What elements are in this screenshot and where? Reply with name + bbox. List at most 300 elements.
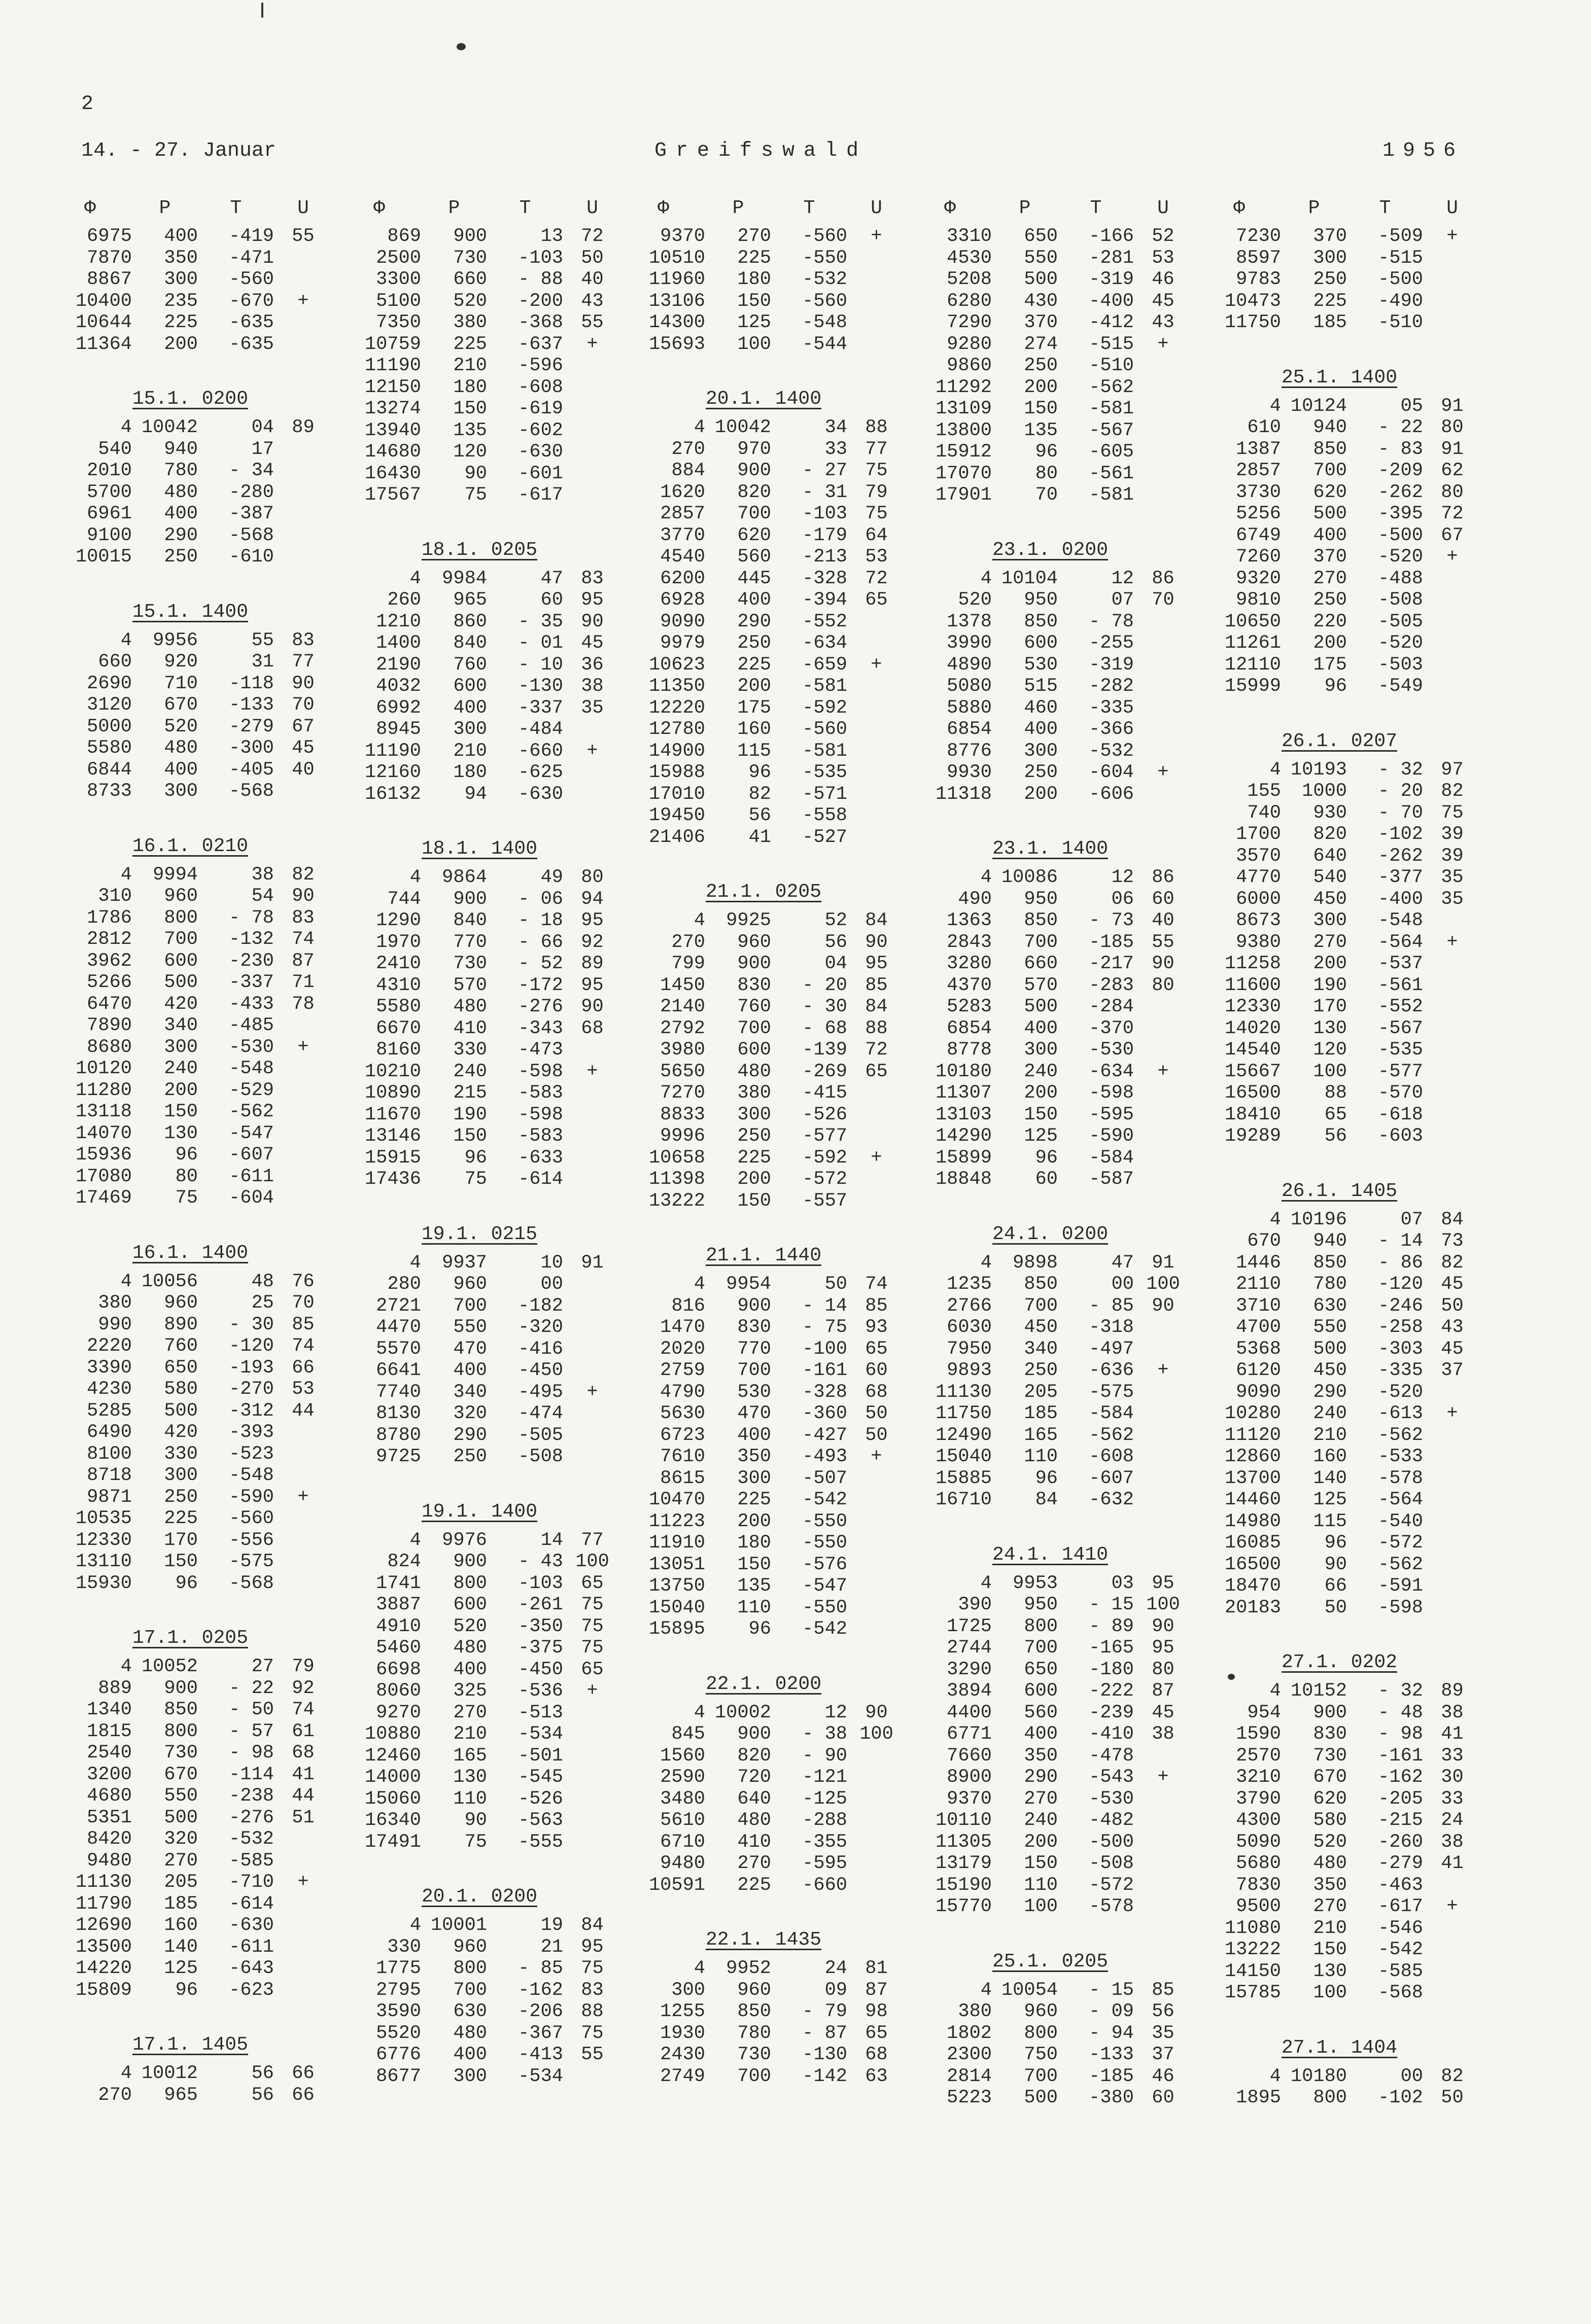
cell-phi: 8733 <box>87 781 132 802</box>
cell-phi: 9370 <box>947 1788 992 1810</box>
cell-u: 89 <box>292 417 315 438</box>
cell-u: 68 <box>865 1381 888 1403</box>
cell-t: -262 <box>1378 481 1423 503</box>
data-row <box>48 1166 332 1188</box>
cell-phi: 3790 <box>1236 1788 1281 1810</box>
cell-phi: 11190 <box>364 355 421 376</box>
sounding-title <box>621 381 906 417</box>
cell-u: + <box>871 226 882 247</box>
data-column-3 <box>621 190 906 2114</box>
cell-u <box>1423 1104 1481 1126</box>
cell-p: 10104 <box>1001 568 1058 589</box>
cell-p: 800 <box>1024 1615 1058 1637</box>
cell-u <box>847 334 906 356</box>
data-row <box>337 1274 621 1295</box>
cell-t: -172 <box>518 974 563 996</box>
cell-u <box>1423 248 1481 269</box>
sounding-title-text: 25.1. 0205 <box>992 1950 1109 1973</box>
cell-u: 45 <box>581 632 604 654</box>
cell-u <box>274 1508 332 1530</box>
data-row <box>621 1554 906 1576</box>
cell-u: 50 <box>865 1403 888 1424</box>
cell-phi: 4 <box>120 1271 132 1292</box>
cell-u <box>274 1166 332 1188</box>
data-column-1 <box>48 190 332 2132</box>
cell-u <box>563 1125 621 1147</box>
data-row <box>908 975 1192 997</box>
data-row <box>1197 1597 1481 1619</box>
cell-p: 660 <box>1024 953 1058 974</box>
data-row <box>1197 1810 1481 1832</box>
cell-u <box>563 463 621 485</box>
cell-phi: 610 <box>1247 417 1281 438</box>
data-row <box>1197 1209 1481 1231</box>
sounding-title <box>1197 724 1481 759</box>
data-row <box>337 1530 621 1552</box>
cell-u <box>563 398 621 420</box>
cell-p: 225 <box>164 1508 198 1529</box>
cell-p: 520 <box>1313 1831 1347 1853</box>
cell-p: 180 <box>453 376 487 398</box>
cell-p: 700 <box>737 2065 771 2087</box>
cell-p: 750 <box>1024 2044 1058 2065</box>
cell-phi: 3570 <box>1236 845 1281 867</box>
cell-u: 43 <box>1152 312 1174 333</box>
data-row <box>908 1147 1192 1169</box>
cell-p: 400 <box>453 697 487 719</box>
column-header-p: P <box>732 197 744 219</box>
sounding-section <box>908 831 1192 1190</box>
cell-phi: 15667 <box>1224 1061 1281 1082</box>
cell-p: 720 <box>737 1767 771 1788</box>
cell-u: 65 <box>865 1338 888 1360</box>
column-header-u: U <box>586 197 598 219</box>
cell-u: 90 <box>865 1702 888 1723</box>
cell-t: -548 <box>802 312 847 333</box>
cell-p: 96 <box>1035 441 1058 463</box>
cell-t: -598 <box>518 1061 563 1082</box>
cell-phi: 1930 <box>660 2022 705 2044</box>
cell-t: -205 <box>1378 1788 1423 1810</box>
cell-phi: 8833 <box>660 1104 705 1125</box>
data-row <box>48 1807 332 1829</box>
cell-t: - 52 <box>518 953 563 974</box>
cell-u: 80 <box>1152 974 1174 996</box>
cell-phi: 1775 <box>376 1958 421 1979</box>
cell-t: 31 <box>251 651 274 673</box>
cell-phi: 10759 <box>364 333 421 355</box>
cell-t: -660 <box>802 1874 847 1896</box>
data-row <box>621 1489 906 1511</box>
cell-p: 235 <box>164 290 198 312</box>
data-row <box>48 482 332 504</box>
cell-u: 83 <box>581 1979 604 2001</box>
cell-p: 150 <box>1313 1939 1347 1960</box>
cell-u: 72 <box>865 568 888 589</box>
cell-t: -587 <box>1089 1169 1134 1190</box>
data-row <box>908 632 1192 654</box>
cell-p: 10152 <box>1290 1680 1347 1702</box>
cell-phi: 12690 <box>75 1915 132 1936</box>
cell-t: -578 <box>1089 1896 1134 1917</box>
cell-phi: 5080 <box>947 676 992 697</box>
cell-phi: 4 <box>409 1529 421 1551</box>
column-header-phi: Φ <box>1233 197 1245 219</box>
cell-p: 90 <box>1324 1554 1347 1575</box>
cell-phi: 1741 <box>376 1572 421 1594</box>
cell-p: 10001 <box>430 1915 487 1936</box>
cell-t: -537 <box>1378 953 1423 974</box>
data-row <box>337 1915 621 1936</box>
cell-t: - 10 <box>518 654 563 676</box>
cell-u: 90 <box>1152 1295 1174 1317</box>
column-header-p: P <box>448 197 460 219</box>
data-row <box>337 2044 621 2066</box>
cell-p: 500 <box>164 972 198 993</box>
cell-phi: 11790 <box>75 1893 132 1915</box>
data-row <box>337 975 621 997</box>
cell-phi: 10473 <box>1224 290 1281 312</box>
cell-phi: 8718 <box>87 1465 132 1486</box>
cell-t: - 75 <box>802 1317 847 1338</box>
cell-u <box>563 1295 621 1317</box>
cell-phi: 16500 <box>1224 1082 1281 1104</box>
cell-u <box>1134 1382 1192 1403</box>
cell-t: -547 <box>802 1575 847 1597</box>
cell-p: 205 <box>164 1872 198 1893</box>
data-row <box>1197 1554 1481 1576</box>
data-row <box>337 398 621 420</box>
cell-phi: 18848 <box>935 1169 992 1190</box>
cell-p: 730 <box>164 1742 198 1764</box>
cell-t: -319 <box>1089 269 1134 290</box>
data-row <box>48 1187 332 1209</box>
cell-phi: 4 <box>409 867 421 888</box>
sounding-title-text: 26.1. 1405 <box>1281 1180 1398 1202</box>
cell-u <box>847 291 906 312</box>
cell-t: -213 <box>802 546 847 568</box>
cell-phi: 260 <box>387 589 421 611</box>
cell-p: 480 <box>453 1637 487 1659</box>
data-row <box>48 269 332 291</box>
cell-p: 850 <box>1313 438 1347 460</box>
cell-p: 800 <box>1024 2022 1058 2044</box>
cell-p: 96 <box>1035 1147 1058 1169</box>
cell-t: 00 <box>1400 2065 1423 2087</box>
cell-u: 55 <box>581 2044 604 2065</box>
cell-phi: 270 <box>98 2084 132 2106</box>
cell-phi: 6723 <box>660 1424 705 1446</box>
cell-u <box>563 355 621 377</box>
cell-p: 80 <box>175 1166 198 1187</box>
cell-p: 220 <box>1313 611 1347 632</box>
cell-u: 40 <box>581 269 604 290</box>
cell-t: -562 <box>1089 1424 1134 1446</box>
cell-phi: 5266 <box>87 972 132 993</box>
cell-t: -463 <box>1378 1874 1423 1896</box>
cell-t: -375 <box>518 1637 563 1659</box>
cell-phi: 10591 <box>648 1874 705 1896</box>
cell-p: 200 <box>1024 376 1058 398</box>
data-row <box>48 630 332 652</box>
cell-p: 10052 <box>141 1656 198 1677</box>
data-row <box>1197 1104 1481 1126</box>
cell-p: 205 <box>1024 1381 1058 1403</box>
cell-p: 550 <box>1024 247 1058 269</box>
sounding-title <box>621 1238 906 1274</box>
cell-p: 225 <box>737 1874 771 1896</box>
cell-p: 640 <box>1313 845 1347 867</box>
cell-t: -570 <box>1378 1082 1423 1104</box>
cell-phi: 2570 <box>1236 1745 1281 1767</box>
data-row <box>337 910 621 932</box>
cell-u: 97 <box>1441 759 1464 781</box>
cell-u <box>847 269 906 291</box>
cell-t: -634 <box>802 632 847 654</box>
cell-t: - 06 <box>518 888 563 910</box>
data-row <box>621 269 906 291</box>
cell-phi: 14980 <box>1224 1510 1281 1532</box>
cell-t: -568 <box>229 1572 274 1594</box>
data-row <box>48 312 332 334</box>
data-row <box>48 950 332 972</box>
cell-u <box>563 1723 621 1745</box>
cell-t: -581 <box>802 740 847 762</box>
cell-t: -535 <box>1378 1039 1423 1061</box>
cell-phi: 9783 <box>1236 269 1281 290</box>
cell-p: 770 <box>737 1338 771 1360</box>
cell-p: 150 <box>164 1101 198 1122</box>
sounding-section <box>1197 2030 1481 2109</box>
data-row <box>1197 1918 1481 1940</box>
cell-p: 630 <box>1313 1295 1347 1317</box>
cell-t: -400 <box>1089 290 1134 312</box>
sounding-title-text: 21.1. 1440 <box>705 1245 822 1266</box>
cell-t: -507 <box>802 1467 847 1489</box>
cell-p: 240 <box>164 1058 198 1079</box>
cell-p: 175 <box>737 697 771 719</box>
cell-phi: 3300 <box>376 269 421 290</box>
cell-p: 175 <box>1313 654 1347 676</box>
cell-u <box>1423 568 1481 590</box>
data-row <box>908 676 1192 697</box>
cell-t: 25 <box>251 1292 274 1314</box>
cell-u <box>274 312 332 334</box>
cell-t: 60 <box>540 589 563 611</box>
data-row <box>621 2023 906 2045</box>
cell-phi: 4 <box>694 417 705 438</box>
data-row <box>337 1637 621 1659</box>
cell-phi: 8900 <box>947 1767 992 1788</box>
data-row <box>1197 546 1481 568</box>
cell-phi: 816 <box>671 1295 705 1317</box>
cell-t: 00 <box>1111 1274 1134 1295</box>
cell-phi: 16430 <box>364 463 421 484</box>
cell-t: 49 <box>540 867 563 888</box>
data-row <box>621 1745 906 1767</box>
sounding-section <box>1197 1645 1481 2004</box>
data-row <box>337 226 621 248</box>
data-row <box>621 741 906 762</box>
data-row <box>908 1594 1192 1616</box>
data-row <box>908 1061 1192 1083</box>
cell-u <box>847 784 906 805</box>
cell-p: 540 <box>1313 867 1347 888</box>
cell-phi: 5700 <box>87 481 132 503</box>
cell-t: -584 <box>1089 1147 1134 1169</box>
data-row <box>908 1489 1192 1511</box>
cell-phi: 4 <box>694 1274 705 1295</box>
cell-u: 83 <box>581 568 604 589</box>
cell-p: 10056 <box>141 1271 198 1292</box>
data-row <box>48 1144 332 1166</box>
data-row <box>1197 460 1481 482</box>
data-row <box>621 2044 906 2066</box>
data-row <box>1197 1468 1481 1490</box>
cell-u: + <box>871 1446 882 1467</box>
cell-phi: 13179 <box>935 1853 992 1874</box>
data-row <box>337 676 621 697</box>
data-column-5 <box>1197 190 1481 2135</box>
data-row <box>908 1680 1192 1702</box>
data-row <box>337 355 621 377</box>
sounding-title <box>621 1922 906 1958</box>
cell-u: 84 <box>1441 1209 1464 1230</box>
cell-phi: 845 <box>671 1723 705 1745</box>
cell-t: -312 <box>229 1400 274 1422</box>
cell-p: 130 <box>453 1767 487 1788</box>
data-row <box>621 1190 906 1212</box>
cell-t: -130 <box>802 2044 847 2065</box>
cell-phi: 12160 <box>364 762 421 783</box>
cell-phi: 4032 <box>376 676 421 697</box>
data-row <box>48 694 332 716</box>
cell-u <box>563 484 621 506</box>
cell-p: 75 <box>464 484 487 506</box>
cell-p: 75 <box>464 1169 487 1190</box>
cell-t: -419 <box>229 226 274 247</box>
column-header-t: T <box>803 197 815 219</box>
cell-p: 800 <box>1313 2087 1347 2108</box>
sounding-title <box>48 1621 332 1656</box>
cell-t: -130 <box>518 676 563 697</box>
cell-t: -520 <box>1378 632 1423 654</box>
cell-u <box>1134 1853 1192 1875</box>
cell-t: -255 <box>1089 632 1134 654</box>
data-row <box>908 568 1192 590</box>
cell-phi: 11960 <box>648 269 705 290</box>
cell-t: - 30 <box>229 1314 274 1335</box>
cell-t: -532 <box>229 1828 274 1850</box>
cell-p: 100 <box>1024 1896 1058 1917</box>
cell-p: 225 <box>737 1489 771 1510</box>
data-row <box>337 248 621 269</box>
cell-u <box>563 1446 621 1468</box>
cell-u <box>1134 1745 1192 1767</box>
data-row <box>48 1699 332 1721</box>
cell-phi: 7740 <box>376 1381 421 1403</box>
cell-u: 60 <box>1152 888 1174 910</box>
data-row <box>908 1382 1192 1403</box>
cell-p: 580 <box>164 1379 198 1400</box>
cell-p: 900 <box>453 1551 487 1572</box>
cell-t: -400 <box>1378 888 1423 910</box>
cell-t: -614 <box>518 1169 563 1190</box>
cell-p: 110 <box>1024 1874 1058 1896</box>
cell-p: 500 <box>1024 996 1058 1017</box>
cell-u <box>1423 654 1481 676</box>
cell-u: 74 <box>292 1699 315 1720</box>
cell-phi: 7350 <box>376 312 421 333</box>
data-row <box>1197 1360 1481 1382</box>
column-header-p: P <box>159 197 171 219</box>
cell-p: 180 <box>453 762 487 783</box>
data-row <box>48 651 332 673</box>
cell-p: 330 <box>453 1039 487 1061</box>
cell-u <box>274 1893 332 1915</box>
cell-u: 82 <box>1441 1252 1464 1274</box>
cell-p: 80 <box>1035 463 1058 484</box>
cell-t: -279 <box>229 716 274 737</box>
cell-phi: 16710 <box>935 1489 992 1510</box>
data-row <box>1197 759 1481 781</box>
sounding-title-text: 24.1. 1410 <box>992 1543 1109 1566</box>
cell-u: 56 <box>1152 2001 1174 2022</box>
cell-u <box>847 1169 906 1190</box>
column-header-phi: Φ <box>658 197 669 219</box>
cell-t: -710 <box>229 1872 274 1893</box>
cell-t: -283 <box>1089 974 1134 996</box>
data-row <box>621 1446 906 1468</box>
cell-p: 130 <box>164 1122 198 1144</box>
cell-t: 00 <box>540 1274 563 1295</box>
cell-t: - 98 <box>229 1742 274 1764</box>
cell-u: + <box>586 1680 598 1702</box>
cell-t: - 94 <box>1089 2022 1134 2044</box>
cell-t: -602 <box>518 419 563 441</box>
cell-t: -581 <box>802 676 847 697</box>
data-row <box>621 697 906 719</box>
cell-p: 480 <box>164 737 198 759</box>
sounding-section <box>908 1944 1192 2109</box>
cell-t: -590 <box>229 1486 274 1508</box>
cell-phi: 490 <box>958 888 992 910</box>
data-row <box>621 910 906 932</box>
cell-u <box>274 334 332 356</box>
date-range: 14. - 27. Januar <box>81 139 276 162</box>
cell-u: 43 <box>581 290 604 312</box>
cell-p: 250 <box>164 546 198 568</box>
cell-p: 890 <box>164 1314 198 1335</box>
data-row <box>1197 482 1481 504</box>
cell-p: 530 <box>737 1381 771 1403</box>
cell-u <box>563 2066 621 2088</box>
cell-t: -133 <box>229 694 274 716</box>
cell-phi: 10110 <box>935 1810 992 1831</box>
data-row <box>48 1980 332 2001</box>
sounding-title <box>908 1217 1192 1252</box>
sounding-section <box>1197 226 1481 334</box>
cell-phi: 3980 <box>660 1039 705 1061</box>
cell-t: -368 <box>518 312 563 333</box>
cell-t: -281 <box>1089 247 1134 269</box>
cell-phi: 7230 <box>1236 226 1281 247</box>
cell-t: - 83 <box>1378 438 1423 460</box>
data-row <box>48 525 332 547</box>
sounding-title <box>908 1944 1192 1980</box>
data-row <box>1197 975 1481 997</box>
sounding-section <box>48 1236 332 1595</box>
